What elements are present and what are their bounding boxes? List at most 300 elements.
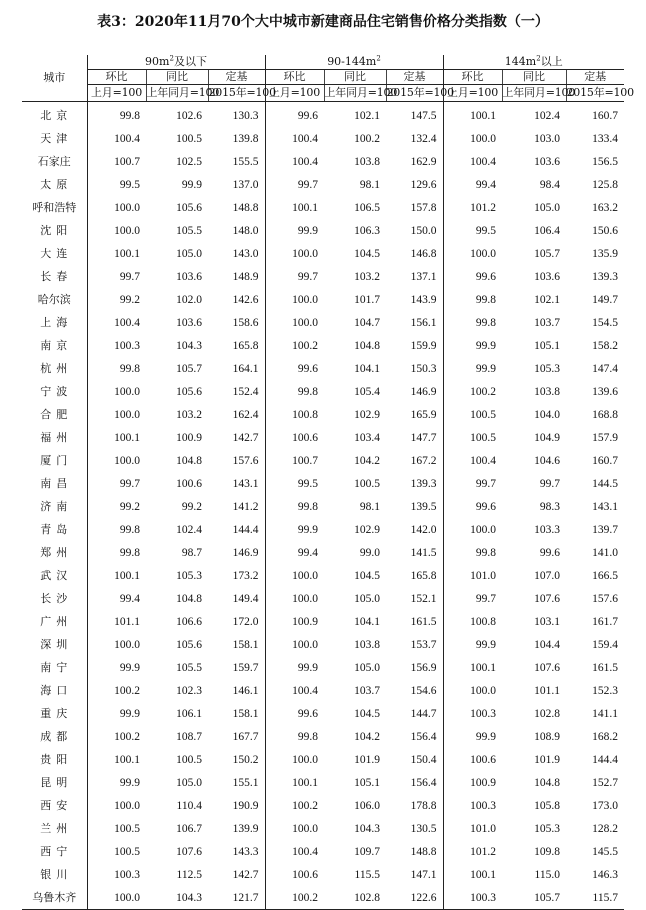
index-value: 99.8: [119, 546, 140, 559]
index-value: 139.8: [208, 127, 265, 150]
index-value: 159.7: [208, 656, 265, 679]
city-name: 天津: [22, 127, 87, 150]
index-value: 141.2: [208, 495, 265, 518]
index-value: 99.8: [475, 316, 496, 329]
index-value: 158.1: [208, 702, 265, 725]
index-value: 100.0: [87, 886, 146, 910]
index-value: 146.9: [208, 541, 265, 564]
index-value: 158.2: [592, 339, 618, 352]
index-value: 101.1: [534, 684, 560, 697]
table-title: 表3：2020年11月70个大中城市新建商品住宅销售价格分类指数（一）: [97, 14, 549, 30]
index-value: 149.7: [592, 293, 618, 306]
index-value: 160.7: [592, 454, 618, 467]
index-value: 161.5: [592, 661, 618, 674]
index-value: 107.0: [534, 569, 560, 582]
index-value: 168.8: [592, 408, 618, 421]
table-row: [22, 472, 624, 495]
table-row: [22, 242, 624, 265]
index-value: 100.0: [292, 753, 318, 766]
header-row-measures: [22, 70, 624, 85]
index-value: 105.8: [534, 799, 560, 812]
index-value: 103.6: [176, 316, 202, 329]
index-value: 100.0: [292, 592, 318, 605]
index-value: 100.9: [176, 431, 202, 444]
index-value: 106.5: [354, 201, 380, 214]
table-row: [22, 380, 624, 403]
index-value: 112.5: [176, 868, 202, 881]
index-value: 100.0: [114, 408, 140, 421]
index-value: 141.0: [592, 546, 618, 559]
index-value: 146.9: [386, 380, 443, 403]
index-value: 99.9: [475, 362, 496, 375]
index-value: 100.6: [292, 431, 318, 444]
city-name: 石家庄: [22, 150, 87, 173]
index-value: 128.2: [592, 822, 618, 835]
index-value: 107.6: [176, 845, 202, 858]
index-value: 156.9: [386, 656, 443, 679]
index-value: 103.4: [354, 431, 380, 444]
index-value: 106.1: [176, 707, 202, 720]
index-value: 154.5: [592, 316, 618, 329]
index-value: 104.3: [354, 822, 380, 835]
table-row: [22, 449, 624, 472]
index-value: 159.4: [592, 638, 618, 651]
index-value: 100.2: [292, 799, 318, 812]
index-value: 100.1: [470, 661, 496, 674]
index-value: 149.4: [208, 587, 265, 610]
table-row: [22, 518, 624, 541]
index-value: 99.8: [475, 546, 496, 559]
index-value: 137.0: [208, 173, 265, 196]
index-value: 108.9: [534, 730, 560, 743]
index-value: 99.7: [119, 477, 140, 490]
index-value: 100.5: [354, 477, 380, 490]
index-value: 142.0: [386, 518, 443, 541]
index-value: 103.7: [354, 684, 380, 697]
index-value: 152.7: [592, 776, 618, 789]
index-value: 101.1: [114, 615, 140, 628]
index-value: 162.9: [386, 150, 443, 173]
index-value: 143.9: [386, 288, 443, 311]
index-value: 99.9: [297, 523, 318, 536]
city-name: 昆明: [22, 771, 87, 794]
index-value: 154.6: [386, 679, 443, 702]
index-value: 104.8: [354, 339, 380, 352]
index-value: 115.7: [566, 886, 624, 910]
header-row-bases: [22, 85, 624, 102]
table-row: [22, 265, 624, 288]
index-value: 100.0: [292, 316, 318, 329]
index-value: 103.6: [176, 270, 202, 283]
table-row: [22, 886, 624, 910]
index-value: 102.5: [176, 155, 202, 168]
index-value: 99.9: [119, 707, 140, 720]
table-row: [22, 840, 624, 863]
index-value: 143.0: [208, 242, 265, 265]
index-value: 130.3: [208, 102, 265, 128]
index-value: 102.4: [534, 109, 560, 122]
index-value: 105.6: [176, 201, 202, 214]
city-name: 上海: [22, 311, 87, 334]
index-value: 99.2: [181, 500, 202, 513]
index-value: 101.2: [470, 201, 496, 214]
index-value: 144.5: [592, 477, 618, 490]
index-value: 168.2: [592, 730, 618, 743]
index-value: 130.5: [386, 817, 443, 840]
index-value: 100.6: [292, 868, 318, 881]
index-value: 125.8: [592, 178, 618, 191]
index-value: 150.4: [386, 748, 443, 771]
index-value: 101.0: [470, 569, 496, 582]
city-name: 大连: [22, 242, 87, 265]
table-row: [22, 863, 624, 886]
index-value: 105.3: [176, 569, 202, 582]
index-value: 100.1: [292, 776, 318, 789]
index-value: 99.7: [475, 477, 496, 490]
index-value: 99.7: [297, 178, 318, 191]
header-yoy: 同比: [502, 70, 566, 85]
index-value: 100.3: [114, 868, 140, 881]
index-value: 152.1: [386, 587, 443, 610]
index-value: 99.9: [475, 339, 496, 352]
city-column-header: 城市: [22, 55, 87, 102]
index-value: 105.7: [176, 362, 202, 375]
index-value: 99.9: [475, 638, 496, 651]
table-row: [22, 357, 624, 380]
header-fixed-base: 定基: [208, 70, 265, 85]
city-name: 西宁: [22, 840, 87, 863]
index-value: 101.9: [354, 753, 380, 766]
index-value: 104.3: [176, 339, 202, 352]
index-value: 148.0: [208, 219, 265, 242]
index-value: 100.2: [292, 339, 318, 352]
index-value: 100.0: [114, 201, 140, 214]
table-row: [22, 656, 624, 679]
table-row: [22, 817, 624, 840]
index-value: 103.2: [176, 408, 202, 421]
index-value: 159.9: [386, 334, 443, 357]
index-value: 100.4: [470, 155, 496, 168]
index-value: 99.8: [119, 523, 140, 536]
index-value: 142.6: [208, 288, 265, 311]
index-value: 100.1: [114, 247, 140, 260]
index-value: 156.1: [386, 311, 443, 334]
table-row: [22, 633, 624, 656]
index-value: 156.4: [386, 725, 443, 748]
index-value: 155.1: [208, 771, 265, 794]
index-value: 99.6: [539, 546, 560, 559]
index-value: 165.8: [208, 334, 265, 357]
index-value: 101.0: [470, 822, 496, 835]
index-value: 157.6: [592, 592, 618, 605]
header-base-prev-year: 上年同月=100: [502, 85, 566, 102]
table-row: [22, 288, 624, 311]
city-name: 青岛: [22, 518, 87, 541]
index-value: 99.6: [297, 362, 318, 375]
index-value: 100.0: [470, 132, 496, 145]
index-value: 107.6: [534, 661, 560, 674]
index-value: 103.8: [354, 155, 380, 168]
index-value: 105.4: [354, 385, 380, 398]
index-value: 101.9: [534, 753, 560, 766]
header-mom: 环比: [87, 70, 146, 85]
table-row: [22, 102, 624, 128]
index-value: 99.9: [297, 224, 318, 237]
index-value: 122.6: [386, 886, 443, 910]
index-value: 145.5: [592, 845, 618, 858]
index-value: 146.3: [592, 868, 618, 881]
index-value: 100.9: [470, 776, 496, 789]
index-value: 148.8: [208, 196, 265, 219]
index-value: 98.1: [359, 178, 380, 191]
index-value: 137.1: [386, 265, 443, 288]
index-value: 104.6: [534, 454, 560, 467]
header-fixed-base: 定基: [566, 70, 624, 85]
index-value: 105.3: [534, 362, 560, 375]
index-value: 167.7: [208, 725, 265, 748]
index-value: 100.0: [292, 569, 318, 582]
index-value: 167.2: [386, 449, 443, 472]
index-value: 121.7: [208, 886, 265, 910]
city-name: 北京: [22, 102, 87, 128]
city-name: 济南: [22, 495, 87, 518]
city-name: 哈尔滨: [22, 288, 87, 311]
index-value: 99.8: [119, 109, 140, 122]
index-value: 98.4: [539, 178, 560, 191]
index-value: 150.0: [386, 219, 443, 242]
header-base-prev-year: 上年同月=100: [146, 85, 208, 102]
index-value: 129.6: [386, 173, 443, 196]
index-value: 147.5: [386, 102, 443, 128]
index-value: 104.7: [354, 316, 380, 329]
index-value: 99.0: [359, 546, 380, 559]
index-value: 100.0: [470, 684, 496, 697]
index-value: 103.8: [534, 385, 560, 398]
index-value: 160.7: [592, 109, 618, 122]
index-value: 99.9: [181, 178, 202, 191]
index-value: 152.3: [592, 684, 618, 697]
index-value: 146.8: [386, 242, 443, 265]
header-base-prev-year: 上年同月=100: [324, 85, 386, 102]
index-value: 100.0: [114, 799, 140, 812]
index-value: 139.6: [592, 385, 618, 398]
header-yoy: 同比: [146, 70, 208, 85]
index-value: 100.0: [470, 523, 496, 536]
header-base-2015: 2015年=100: [566, 85, 624, 102]
index-value: 106.0: [354, 799, 380, 812]
table-row: [22, 564, 624, 587]
index-value: 105.6: [176, 385, 202, 398]
index-value: 102.9: [354, 408, 380, 421]
index-value: 100.6: [176, 477, 202, 490]
index-value: 100.1: [470, 109, 496, 122]
index-value: 139.9: [208, 817, 265, 840]
index-value: 147.1: [386, 863, 443, 886]
index-value: 98.7: [181, 546, 202, 559]
city-name: 西安: [22, 794, 87, 817]
index-value: 99.9: [119, 661, 140, 674]
header-base-2015: 2015年=100: [386, 85, 443, 102]
index-value: 106.6: [176, 615, 202, 628]
index-value: 103.6: [534, 270, 560, 283]
index-value: 105.7: [534, 247, 560, 260]
index-value: 100.4: [292, 845, 318, 858]
index-value: 100.4: [470, 454, 496, 467]
index-value: 100.1: [114, 569, 140, 582]
index-value: 104.5: [354, 707, 380, 720]
header-base-2015: 2015年=100: [208, 85, 265, 102]
city-name: 贵阳: [22, 748, 87, 771]
header-mom: 环比: [443, 70, 502, 85]
index-value: 99.7: [297, 270, 318, 283]
index-value: 158.1: [208, 633, 265, 656]
index-value: 106.4: [534, 224, 560, 237]
table-row: [22, 403, 624, 426]
city-name: 厦门: [22, 449, 87, 472]
index-value: 99.6: [475, 270, 496, 283]
index-value: 150.2: [208, 748, 265, 771]
index-value: 105.0: [354, 661, 380, 674]
index-value: 99.4: [297, 546, 318, 559]
index-value: 100.9: [292, 615, 318, 628]
index-value: 105.0: [354, 592, 380, 605]
table-row: [22, 127, 624, 150]
index-value: 133.4: [592, 132, 618, 145]
index-value: 100.1: [292, 201, 318, 214]
index-value: 100.2: [354, 132, 380, 145]
index-value: 162.4: [208, 403, 265, 426]
index-value: 104.9: [534, 431, 560, 444]
index-value: 99.9: [475, 730, 496, 743]
index-value: 99.7: [539, 477, 560, 490]
index-value: 99.5: [297, 477, 318, 490]
index-value: 165.8: [386, 564, 443, 587]
city-name: 福州: [22, 426, 87, 449]
table-row: [22, 771, 624, 794]
index-value: 99.9: [297, 661, 318, 674]
table-row: [22, 587, 624, 610]
table-row: [22, 219, 624, 242]
index-value: 152.4: [208, 380, 265, 403]
index-value: 102.6: [176, 109, 202, 122]
header-base-prev-month: 上月=100: [265, 85, 324, 102]
header-yoy: 同比: [324, 70, 386, 85]
city-name: 合肥: [22, 403, 87, 426]
index-value: 147.7: [386, 426, 443, 449]
index-value: 100.0: [292, 247, 318, 260]
index-value: 104.8: [176, 592, 202, 605]
index-value: 100.3: [470, 799, 496, 812]
index-value: 104.1: [354, 362, 380, 375]
index-value: 105.7: [502, 886, 566, 910]
index-value: 156.5: [592, 155, 618, 168]
city-name: 南京: [22, 334, 87, 357]
index-value: 100.7: [292, 454, 318, 467]
index-value: 104.3: [146, 886, 208, 910]
index-value: 100.2: [114, 684, 140, 697]
index-value: 105.0: [534, 201, 560, 214]
city-name: 兰州: [22, 817, 87, 840]
index-value: 100.4: [292, 684, 318, 697]
index-value: 105.5: [176, 661, 202, 674]
table-row: [22, 725, 624, 748]
index-value: 115.0: [534, 868, 560, 881]
index-value: 99.4: [119, 592, 140, 605]
table-row: [22, 196, 624, 219]
index-value: 148.9: [208, 265, 265, 288]
index-value: 155.5: [208, 150, 265, 173]
index-value: 100.0: [292, 293, 318, 306]
header-row-groups: [22, 55, 624, 70]
city-name: 沈阳: [22, 219, 87, 242]
index-value: 143.3: [208, 840, 265, 863]
header-base-prev-month: 上月=100: [87, 85, 146, 102]
index-value: 104.1: [354, 615, 380, 628]
header-mom: 环比: [265, 70, 324, 85]
index-value: 99.8: [297, 730, 318, 743]
index-value: 103.6: [534, 155, 560, 168]
index-value: 100.3: [114, 339, 140, 352]
index-value: 100.4: [114, 316, 140, 329]
group-header-medium: $90-144m^2$: [265, 55, 443, 70]
index-value: 139.3: [592, 270, 618, 283]
index-value: 150.3: [386, 357, 443, 380]
index-value: 135.9: [592, 247, 618, 260]
table-row: [22, 794, 624, 817]
index-value: 105.1: [534, 339, 560, 352]
index-value: 100.5: [114, 845, 140, 858]
index-value: 108.7: [176, 730, 202, 743]
index-value: 102.3: [176, 684, 202, 697]
index-value: 173.2: [208, 564, 265, 587]
index-value: 173.0: [592, 799, 618, 812]
index-value: 101.2: [470, 845, 496, 858]
index-value: 99.2: [119, 500, 140, 513]
index-value: 146.1: [208, 679, 265, 702]
index-value: 115.5: [354, 868, 380, 881]
index-value: 100.3: [470, 707, 496, 720]
city-name: 成都: [22, 725, 87, 748]
index-value: 106.3: [354, 224, 380, 237]
index-value: 163.2: [592, 201, 618, 214]
index-value: 101.7: [354, 293, 380, 306]
index-value: 105.1: [354, 776, 380, 789]
index-value: 102.1: [354, 109, 380, 122]
group-header-small: $90m^2$及以下: [87, 55, 265, 70]
index-value: 141.1: [592, 707, 618, 720]
index-value: 103.3: [534, 523, 560, 536]
index-value: 99.7: [475, 592, 496, 605]
index-value: 100.4: [114, 132, 140, 145]
index-value: 102.8: [324, 886, 386, 910]
city-name: 银川: [22, 863, 87, 886]
index-value: 104.0: [534, 408, 560, 421]
index-value: 105.3: [534, 822, 560, 835]
index-value: 100.4: [292, 155, 318, 168]
index-value: 153.7: [386, 633, 443, 656]
index-value: 150.6: [592, 224, 618, 237]
index-value: 161.7: [592, 615, 618, 628]
index-value: 100.5: [114, 822, 140, 835]
index-value: 99.8: [119, 362, 140, 375]
table-row: [22, 311, 624, 334]
index-value: 106.7: [176, 822, 202, 835]
index-value: 100.8: [292, 408, 318, 421]
index-value: 100.2: [114, 730, 140, 743]
city-name: 南宁: [22, 656, 87, 679]
index-value: 157.8: [386, 196, 443, 219]
index-value: 102.1: [534, 293, 560, 306]
